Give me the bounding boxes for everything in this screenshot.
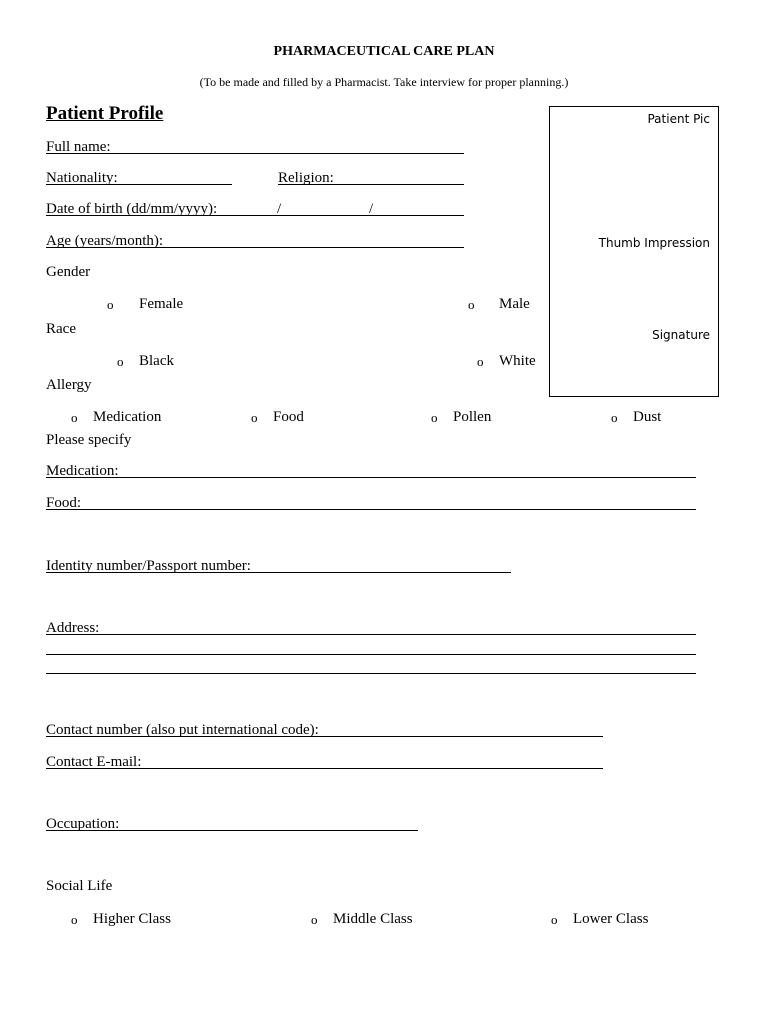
- allergy-option-dust: Dust: [633, 409, 662, 425]
- occupation-field[interactable]: [46, 830, 418, 831]
- social-life-label: Social Life: [46, 878, 113, 894]
- radio-middle-class[interactable]: o: [311, 912, 318, 927]
- radio-female[interactable]: o: [107, 297, 114, 312]
- checkbox-food[interactable]: o: [251, 410, 258, 425]
- religion-field[interactable]: [278, 184, 464, 185]
- contact-email-field[interactable]: [46, 768, 603, 769]
- address-field-line-1[interactable]: [46, 634, 696, 635]
- identity-field[interactable]: [46, 572, 511, 573]
- option-male-label: Male: [499, 296, 530, 312]
- race-label: Race: [46, 321, 76, 337]
- nationality-field[interactable]: [46, 184, 232, 185]
- dob-label: Date of birth (dd/mm/yyyy):: [46, 201, 218, 217]
- form-title: PHARMACEUTICAL CARE PLAN: [273, 44, 495, 59]
- medication-field[interactable]: [46, 477, 696, 478]
- radio-higher-class[interactable]: o: [71, 912, 78, 927]
- address-field-line-2[interactable]: [46, 654, 696, 655]
- thumb-impression-label: Thumb Impression: [598, 236, 710, 250]
- option-white-label: White: [499, 353, 536, 369]
- radio-black[interactable]: o: [117, 354, 124, 369]
- contact-email-label: Contact E-mail:: [46, 754, 142, 770]
- allergy-option-pollen: Pollen: [453, 409, 492, 425]
- option-higher-class-label: Higher Class: [93, 911, 171, 927]
- radio-lower-class[interactable]: o: [551, 912, 558, 927]
- option-black-label: Black: [139, 353, 174, 369]
- option-female-label: Female: [139, 296, 184, 312]
- checkbox-medication[interactable]: o: [71, 410, 78, 425]
- identity-label: Identity number/Passport number:: [46, 558, 251, 574]
- religion-label: Religion:: [278, 170, 334, 186]
- contact-number-field[interactable]: [46, 736, 603, 737]
- medication-label: Medication:: [46, 463, 119, 479]
- dob-separator-2: /: [369, 201, 374, 217]
- signature-label: Signature: [652, 328, 710, 342]
- full-name-label: Full name:: [46, 139, 111, 155]
- food-label: Food:: [46, 495, 82, 511]
- food-field[interactable]: [46, 509, 696, 510]
- checkbox-pollen[interactable]: o: [431, 410, 438, 425]
- checkbox-dust[interactable]: o: [611, 410, 618, 425]
- please-specify-label: Please specify: [46, 432, 132, 448]
- address-label: Address:: [46, 620, 100, 636]
- form-subtitle: (To be made and filled by a Pharmacist. Take interview for proper planning.): [199, 75, 569, 89]
- section-heading-patient-profile: Patient Profile: [46, 103, 164, 124]
- allergy-option-food: Food: [273, 409, 304, 425]
- nationality-label: Nationality:: [46, 170, 118, 186]
- patient-pic-label: Patient Pic: [647, 112, 710, 126]
- full-name-field[interactable]: [46, 153, 464, 154]
- gender-label: Gender: [46, 264, 91, 280]
- age-field[interactable]: [46, 247, 464, 248]
- allergy-label: Allergy: [46, 377, 92, 393]
- radio-white[interactable]: o: [477, 354, 484, 369]
- option-lower-class-label: Lower Class: [573, 911, 649, 927]
- option-middle-class-label: Middle Class: [333, 911, 413, 927]
- dob-field[interactable]: [46, 215, 464, 216]
- dob-separator-1: /: [277, 201, 282, 217]
- radio-male[interactable]: o: [468, 297, 475, 312]
- age-label: Age (years/month):: [46, 233, 164, 249]
- patient-photo-box[interactable]: [549, 106, 719, 397]
- allergy-option-medication: Medication: [93, 409, 162, 425]
- contact-number-label: Contact number (also put international code):: [46, 722, 319, 738]
- address-field-line-3[interactable]: [46, 673, 696, 674]
- occupation-label: Occupation:: [46, 816, 120, 832]
